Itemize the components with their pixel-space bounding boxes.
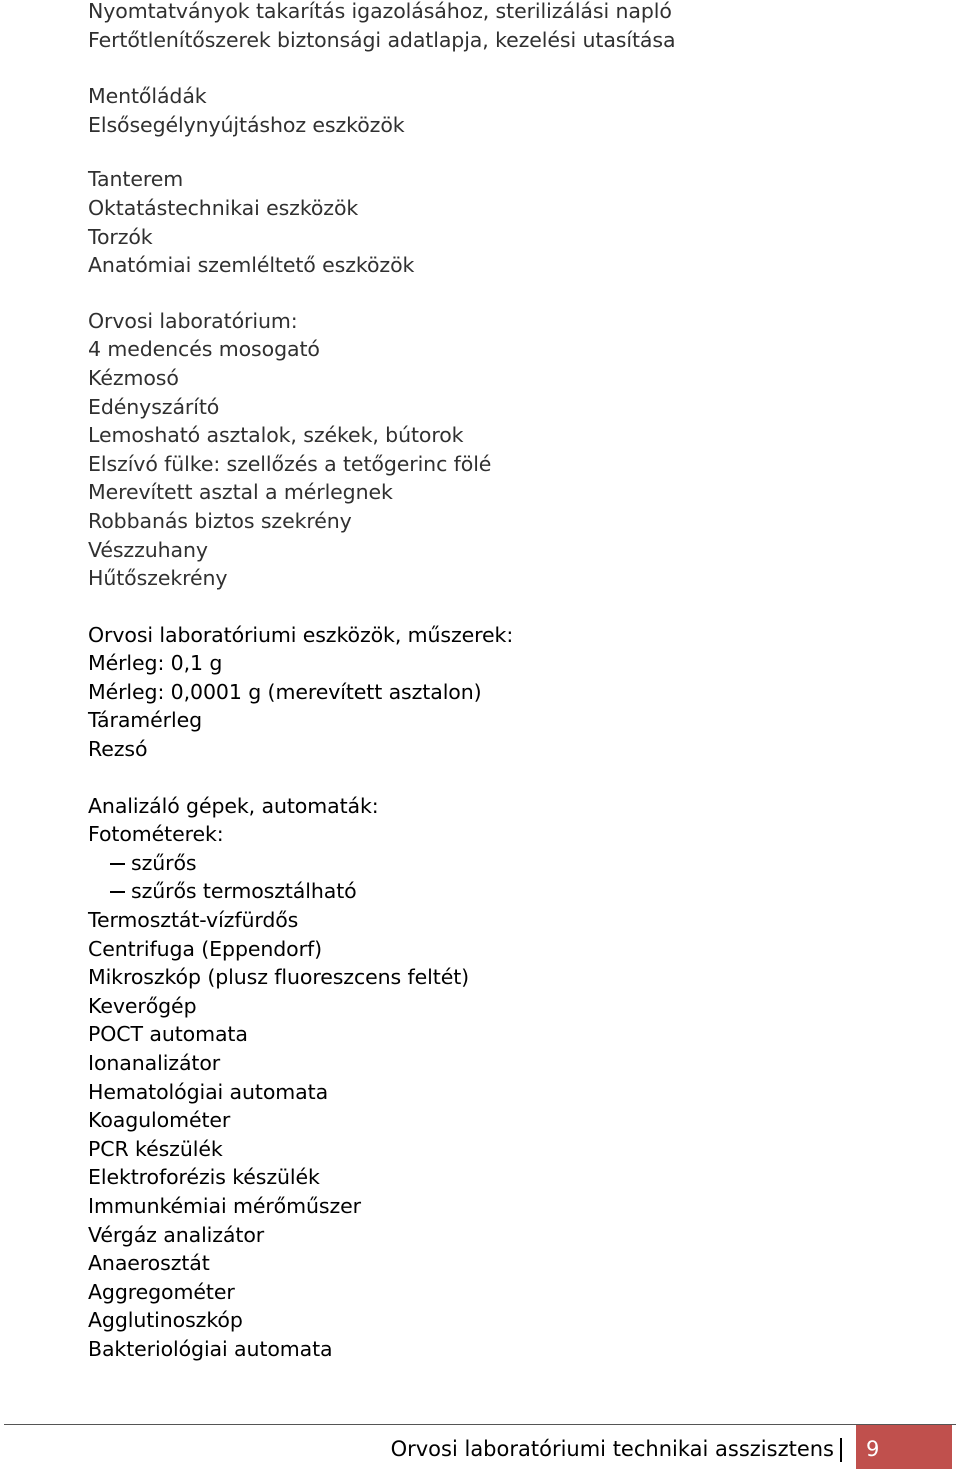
cleaning-documents-group — [88, 0, 928, 54]
bullet-item — [88, 877, 928, 906]
classroom-group — [88, 165, 928, 279]
section-heading: Orvosi laboratórium: — [88, 308, 298, 333]
list-item: Bakteriológiai automata — [88, 1336, 333, 1361]
first-aid-group — [88, 82, 928, 139]
list-item: Nyomtatványok takarítás igazolásához, sterilizálási napló — [88, 0, 672, 23]
list-item: Vérgáz analizátor — [88, 1222, 265, 1247]
list-item: PCR készülék — [88, 1136, 223, 1161]
list-item: Vészzuhany — [88, 537, 208, 562]
section-heading: Analizáló gépek, automaták: — [88, 793, 379, 818]
list-item: Torzók — [88, 224, 153, 249]
bullet-item-label: szűrős termosztálható — [131, 879, 357, 904]
list-item: Mikroszkóp (plusz fluoreszcens feltét) — [88, 965, 470, 990]
lab-instruments-group — [88, 621, 928, 764]
list-item: Merevített asztal a mérlegnek — [88, 480, 393, 505]
bullet-item-label: szűrős — [131, 850, 197, 875]
list-item: Elszívó fülke: szellőzés a tetőgerinc fölé — [88, 451, 492, 476]
list-item: Mentőládák — [88, 84, 207, 109]
list-item: Ionanalizátor — [88, 1051, 221, 1075]
list-item: Hematológiai automata — [88, 1079, 329, 1104]
analyzers-group — [88, 792, 928, 1364]
footer-title: Orvosi laboratóriumi technikai asszisztens — [390, 1437, 834, 1461]
list-item: Elsősegélynyújtáshoz eszközök — [88, 112, 405, 137]
list-item: Centrifuga (Eppendorf) — [88, 936, 322, 961]
section-heading: Orvosi laboratóriumi eszközök, műszerek: — [88, 622, 514, 647]
list-item: Agglutinoszkóp — [88, 1308, 243, 1333]
list-item: Tanterem — [88, 167, 184, 192]
document-body — [88, 0, 928, 1364]
footer-separator — [840, 1438, 842, 1462]
list-item: Mérleg: 0,1 g — [88, 651, 223, 676]
bullet-item — [88, 849, 928, 878]
list-item: Mérleg: 0,0001 g (merevített asztalon) — [88, 679, 482, 704]
list-item: Kézmosó — [88, 365, 179, 390]
medical-lab-group — [88, 307, 928, 593]
list-item: Robbanás biztos szekrény — [88, 508, 352, 533]
list-item: Lemosható asztalok, székek, bútorok — [88, 423, 464, 448]
footer-divider — [4, 1424, 956, 1425]
dash-bullet-icon — [110, 863, 125, 865]
list-item: Termosztát-vízfürdős — [88, 908, 299, 933]
list-item: Aggregométer — [88, 1279, 235, 1304]
list-item: Anatómiai szemléltető eszközök — [88, 253, 415, 278]
list-item: Keverőgép — [88, 993, 197, 1018]
list-item: Rezsó — [88, 737, 148, 762]
list-item: Hűtőszekrény — [88, 566, 228, 591]
list-item: Oktatástechnikai eszközök — [88, 195, 359, 220]
list-item: 4 medencés mosogató — [88, 337, 320, 362]
list-item: Immunkémiai mérőműszer — [88, 1193, 361, 1218]
list-item: POCT automata — [88, 1022, 248, 1047]
dash-bullet-icon — [110, 891, 125, 893]
list-item: Elektroforézis készülék — [88, 1165, 320, 1190]
list-item: Koagulométer — [88, 1108, 231, 1133]
list-item: Anaerosztát — [88, 1251, 210, 1276]
sub-heading: Fotométerek: — [88, 822, 224, 847]
list-item: Táramérleg — [88, 708, 203, 733]
list-item: Fertőtlenítőszerek biztonsági adatlapja, kezelési utasítása — [88, 27, 676, 52]
list-item: Edényszárító — [88, 394, 220, 419]
page-number: 9 — [866, 1437, 880, 1461]
